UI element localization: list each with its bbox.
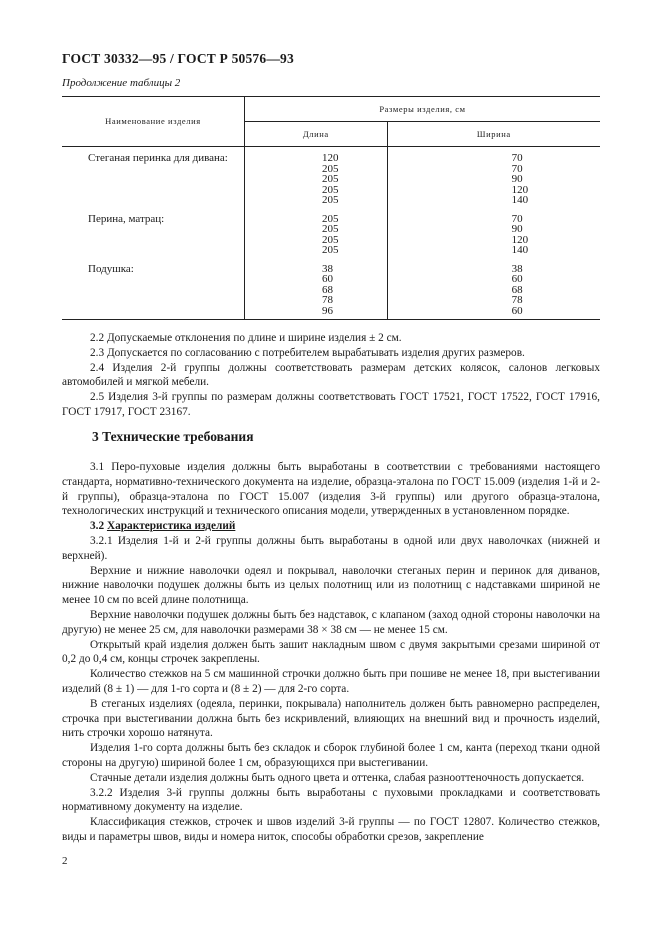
cell-value: 205 bbox=[322, 244, 339, 256]
paragraph-2-3: 2.3 Допускается по согласованию с потребителем вырабатывать изделия других размеров. bbox=[90, 346, 525, 359]
paragraph: В стеганых изделиях (одеяла, перинки, покрывала) наполнитель должен быть равномерно распределен, строчка при выстегивании должна быть без искривлений, влияющих на внешний вид и прочность изделий, нить строчки хорошо натянута. bbox=[62, 697, 600, 740]
cell-value: 140 bbox=[511, 194, 529, 206]
cell-value: 205 bbox=[322, 183, 339, 196]
paragraph: Количество стежков на 5 см машинной строчки должно быть при пошиве не менее 18, при выстегивании изделий (8 ± 1) — для 1-го сорта и (8 ± 2) — для 2-го сорта. bbox=[62, 668, 600, 695]
document-header: ГОСТ 30332—95 / ГОСТ Р 50576—93 bbox=[62, 51, 294, 66]
cell-value: 68 bbox=[511, 283, 523, 296]
length-values bbox=[322, 214, 387, 256]
table-row bbox=[62, 256, 600, 320]
subsection-3-2 bbox=[62, 519, 600, 534]
row-name: Подушка: bbox=[88, 262, 134, 275]
cell-value: 120 bbox=[322, 152, 339, 164]
cell-value: 38 bbox=[322, 262, 333, 275]
column-header-sizes: Размеры изделия, см bbox=[245, 97, 601, 122]
subsection-number: 3.2 bbox=[90, 520, 105, 533]
cell-value: 60 bbox=[511, 304, 523, 317]
page-number: 2 bbox=[62, 855, 68, 867]
paragraph-2-2: 2.2 Допускаемые отклонения по длине и ширине изделия ± 2 см. bbox=[90, 332, 402, 344]
table-caption: Продолжение таблицы 2 bbox=[62, 77, 181, 89]
length-values bbox=[322, 264, 387, 317]
cell-value: 70 bbox=[511, 152, 523, 164]
cell-value: 96 bbox=[322, 304, 333, 317]
sizes-table bbox=[62, 96, 600, 320]
table-row bbox=[62, 206, 600, 256]
paragraph: Верхние и нижние наволочки одеял и покрывал, наволочки стеганых перин и перинок для диванов, нижние наволочки подушек должны быть из целых полотнищ или из полотнищ с надставками шириной не менее 10 см по всей длине полотнища. bbox=[62, 564, 600, 607]
paragraph-2-4: 2.4 Изделия 2-й группы должны соответствовать размерам детских колясок, салонов легковых автомобилей и мягкой мебели. bbox=[62, 361, 600, 389]
cell-value: 120 bbox=[511, 183, 529, 196]
cell-value: 70 bbox=[511, 212, 523, 225]
subsection-title: Характеристика изделий bbox=[106, 520, 236, 533]
paragraph-3-1: 3.1 Перо-пуховые изделия должны быть выработаны в соответствии с требованиями настоящего стандарта, нормативно-технического документа на изделие, образца-эталона по ГОСТ 15.009 (изделия 1-й и 2-й группы), образца-эталона по ГОСТ 15.007 (изделия 3-й группы) или другого образца-эталона, технологических инструкций и технического описания модели, утвержденных в установленном порядке. bbox=[62, 461, 600, 518]
paragraph-2-5: 2.5 Изделия 3-й группы по размерам должны соответствовать ГОСТ 17521, ГОСТ 17522, ГОСТ 17916, ГОСТ 17917, ГОСТ 23167. bbox=[62, 391, 600, 418]
row-name: Перина, матрац: bbox=[88, 212, 165, 225]
column-header-name: Наименование изделия bbox=[62, 97, 245, 147]
section-title: 3 Технические требования bbox=[92, 429, 254, 444]
cell-value: 90 bbox=[511, 173, 523, 185]
column-header-length: Длина bbox=[245, 122, 388, 147]
cell-value: 205 bbox=[322, 162, 339, 175]
table-row bbox=[62, 147, 600, 206]
cell-value: 60 bbox=[322, 273, 333, 285]
paragraph: Верхние наволочки подушек должны быть без надставок, с клапаном (заход одной стороны наволочки на другую) не менее 25 см, для наволочки размерами 38 × 38 см — не менее 15 см. bbox=[62, 608, 600, 636]
cell-value: 205 bbox=[322, 233, 339, 246]
cell-value: 38 bbox=[511, 262, 523, 275]
cell-value: 70 bbox=[511, 162, 523, 175]
cell-value: 205 bbox=[322, 223, 339, 235]
width-values bbox=[512, 153, 600, 206]
width-values bbox=[512, 214, 600, 256]
cell-value: 120 bbox=[511, 233, 529, 246]
cell-value: 78 bbox=[322, 294, 333, 306]
paragraph-3-2-2: 3.2.2 Изделия 3-й группы должны быть выработаны с пуховыми прокладками и соответствовать нормативному документу на изделие. bbox=[62, 786, 600, 814]
length-values bbox=[322, 153, 387, 206]
paragraph: Открытый край изделия должен быть зашит накладным швом с двумя закрытыми срезами шириной от 0,2 до 0,4 см, концы строчек закреплены. bbox=[62, 638, 600, 666]
paragraphs-top bbox=[62, 331, 600, 420]
cell-value: 205 bbox=[322, 212, 339, 225]
cell-value: 205 bbox=[322, 194, 339, 206]
paragraphs-main bbox=[62, 460, 600, 845]
paragraph: Стачные детали изделия должны быть одного цвета и оттенка, слабая разнооттеночность допускается. bbox=[90, 771, 585, 784]
cell-value: 68 bbox=[322, 283, 333, 296]
cell-value: 205 bbox=[322, 173, 339, 185]
cell-value: 60 bbox=[511, 273, 523, 285]
cell-value: 140 bbox=[511, 244, 529, 256]
paragraph: Классификация стежков, строчек и швов изделий 3-й группы — по ГОСТ 12807. Количество стежков, виды и параметры швов, виды и номера ниток, способы обработки срезов, закрепление bbox=[62, 816, 600, 843]
paragraph: Изделия 1-го сорта должны быть без складок и сборок глубиной более 1 см, канта (переход ткани одной стороны на другую) шириной более 1 см, образующихся при выстегивании. bbox=[62, 742, 600, 769]
cell-value: 78 bbox=[511, 294, 523, 306]
cell-value: 90 bbox=[511, 223, 523, 235]
row-name: Стеганая перинка для дивана: bbox=[88, 152, 228, 164]
column-header-width: Ширина bbox=[387, 122, 600, 147]
paragraph-3-2-1: 3.2.1 Изделия 1-й и 2-й группы должны быть выработаны в одной или двух наволочках (нижней и верхней). bbox=[62, 534, 600, 562]
width-values bbox=[512, 264, 600, 317]
